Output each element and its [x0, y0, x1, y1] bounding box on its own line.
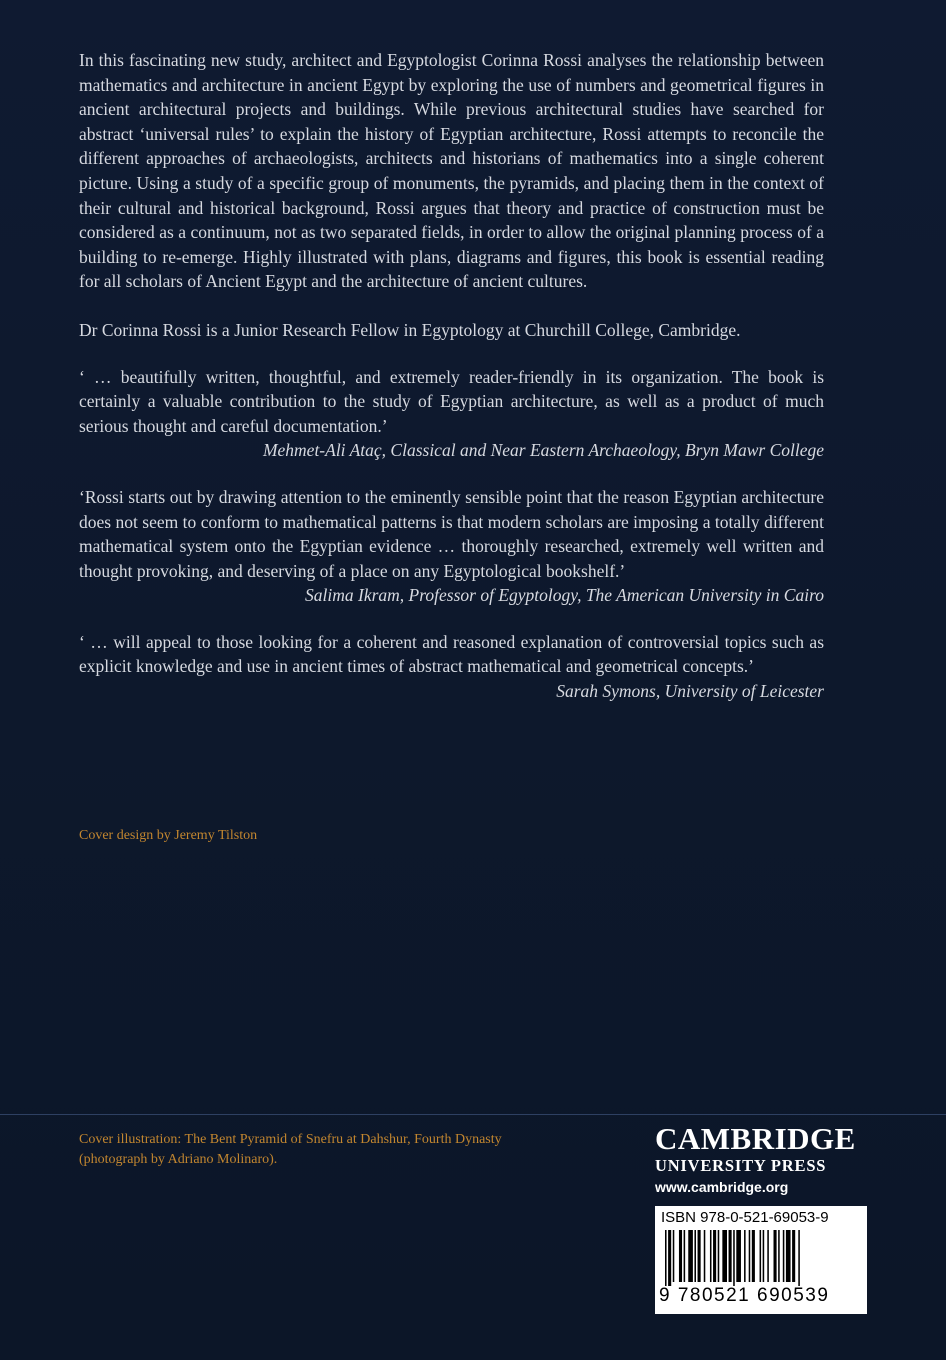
barcode-bar [679, 1230, 682, 1282]
barcode-bar [760, 1230, 762, 1282]
barcode-bar [752, 1230, 755, 1282]
review-quote-3: ‘ … will appeal to those looking for a coherent and reasoned explanation of controversial topics such as explicit knowledge and use in ancient times of abstract mathematical and geometrical concepts.’ [79, 631, 824, 677]
barcode-bar [668, 1230, 671, 1286]
book-blurb: In this fascinating new study, architect and Egyptologist Corinna Rossi analyses the relationship between mathematics and architecture in ancient Egypt by exploring the use of numbers and geometrical figures in ancient architectural projects and buildings. While previous architectural studies have searched for abstract ‘universal rules’ to explain the history of Egyptian architecture, Rossi attempts to reconcile the different approaches of archaeologists, architects and historians of mathematics into a single coherent picture. Using a study of a specific group of monuments, the pyramids, and placing them in the context of their cultural and historical background, Rossi argues that theory and practice of construction must be considered as a continuum, not as two separated fields, in order to allow the original planning process of a building to re-emerge. Highly illustrated with plans, diagrams and figures, this book is essential reading for all scholars of Ancient Egypt and the architecture of ancient cultures. [79, 50, 824, 292]
barcode-bar [763, 1230, 765, 1282]
review-quote-1: ‘ … beautifully written, thoughtful, and extremely reader-friendly in its organization. The book is certainly a valuable contribution to the study of Egyptian architecture, as well as a product of much serious thought and careful documentation.’ [79, 366, 824, 436]
isbn-barcode-box [655, 1206, 867, 1314]
barcode-bar [774, 1230, 777, 1282]
review-attribution-1: Mehmet-Ali Ataç, Classical and Near Eastern Archaeology, Bryn Mawr College [262, 440, 824, 461]
barcode-bar [665, 1230, 667, 1286]
barcode-bar [749, 1230, 751, 1282]
review-attribution-3: Sarah Symons, University of Leicester [556, 681, 824, 702]
publisher-website: www.cambridge.org [655, 1179, 789, 1195]
barcode-bar [792, 1230, 795, 1282]
barcode-digits: 9 780521 690539 [659, 1285, 830, 1306]
barcode-bar [684, 1230, 686, 1282]
barcode-bar [688, 1230, 693, 1282]
barcode-bar [798, 1230, 800, 1286]
cover-illustration-credit: Cover illustration: The Bent Pyramid of Snefru at Dahshur, Fourth Dynasty (photograph by Adriano Molinaro). [79, 1132, 502, 1167]
barcode-bar [673, 1230, 675, 1282]
barcode-bar [722, 1230, 727, 1282]
barcode-bar [736, 1230, 741, 1282]
barcode-bar [704, 1230, 706, 1282]
barcode-bar [744, 1230, 746, 1282]
author-bio: Dr Corinna Rossi is a Junior Research Fellow in Egyptology at Churchill College, Cambridge. [79, 319, 741, 340]
barcode-bar [698, 1230, 701, 1282]
barcode-bar [778, 1230, 780, 1282]
review-attribution-2: Salima Ikram, Professor of Egyptology, The American University in Cairo [305, 585, 824, 606]
isbn-label: ISBN 978-0-521-69053-9 [661, 1209, 829, 1226]
barcode-icon [661, 1230, 861, 1286]
barcode-bar [767, 1230, 769, 1282]
barcode-bar [783, 1230, 785, 1282]
review-quote-2: ‘Rossi starts out by drawing attention to the eminently sensible point that the reason Egyptian architecture does not seem to conform to mathematical patterns is that modern scholars are imposing a totally different mathematical system onto the Egyptian evidence … thoroughly researched, extremely well written and thought provoking, and deserving of a place on any Egyptological bookshelf.’ [79, 486, 824, 581]
barcode-bar [694, 1230, 696, 1282]
barcode-bar [710, 1230, 712, 1282]
barcode-bar [729, 1230, 732, 1282]
divider-line [0, 1114, 946, 1115]
barcode-bar [718, 1230, 720, 1282]
barcode-bar [786, 1230, 791, 1282]
publisher-block [655, 1122, 870, 1198]
back-cover-text [79, 48, 824, 704]
cover-design-credit: Cover design by Jeremy Tilston [79, 828, 258, 843]
publisher-name: CAMBRIDGE [655, 1121, 856, 1156]
barcode-bar [733, 1230, 735, 1286]
publisher-subname: UNIVERSITY PRESS [655, 1156, 827, 1175]
barcode-bar [713, 1230, 716, 1282]
